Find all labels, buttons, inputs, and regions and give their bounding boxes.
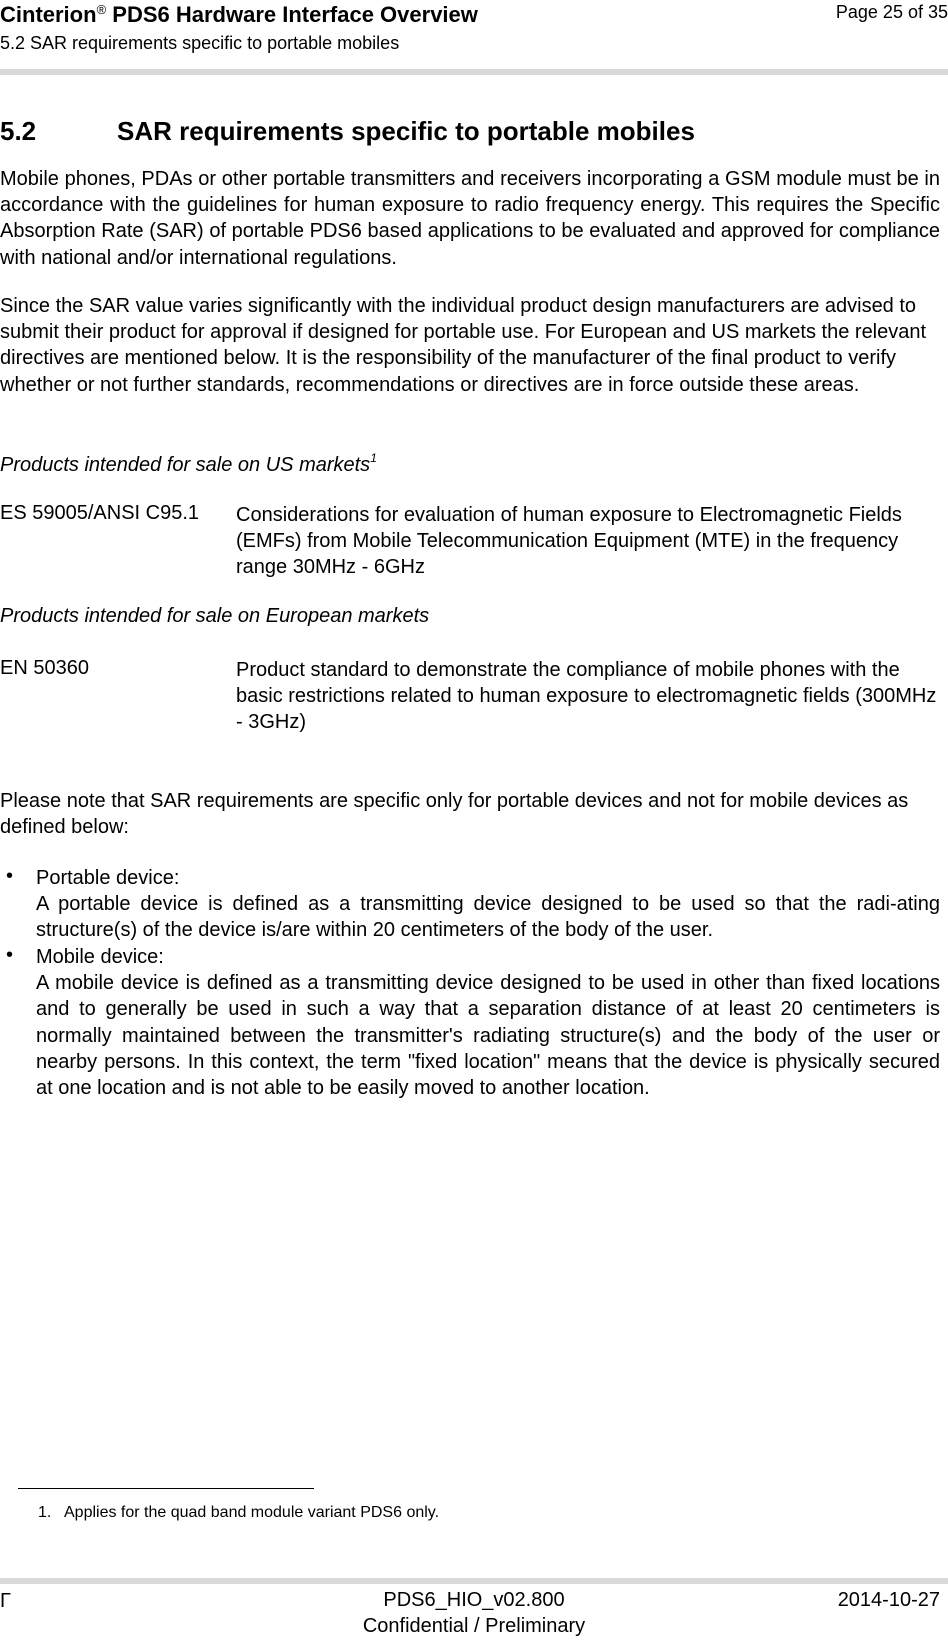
section-title: SAR requirements specific to portable mobiles (117, 116, 695, 146)
bullet-title: Portable device: (36, 867, 180, 889)
us-standard-term: ES 59005/ANSI C95.1 (0, 502, 200, 524)
us-markets-heading: Products intended for sale on US markets$^1$ (0, 451, 377, 476)
header-divider (0, 69, 948, 75)
us-standard-definition: Considerations for evaluation of human exposure to Electromagnetic Fields (EMFs) from Mobile Telecommunication Equipment (MTE) in the frequency range 30MHz - 6GHz (236, 504, 902, 578)
registered-mark: ® (96, 2, 107, 17)
intro-paragraph: Mobile phones, PDAs or other portable transmitters and receivers incorporating a GSM module must be in accordance with the guidelines for human exposure to radio frequency energy. This requires the Specific Absorption Rate (SAR) of portable PDS6 based applications to be evaluated and approved for compliance with national and/or international regulations. (0, 168, 940, 269)
footer-doc-id: PDS6_HIO_v02.800 (383, 1589, 565, 1611)
mobile-device-definition (36, 944, 940, 1101)
bullet-title: Mobile device: (36, 946, 164, 968)
footer-divider (0, 1578, 948, 1584)
brand-name: Cinterion (0, 2, 97, 27)
footer-date: 2014-10-27 (837, 1589, 940, 1611)
portable-device-definition (36, 865, 940, 944)
footnote-text: Applies for the quad band module variant PDS6 only. (64, 1504, 440, 1521)
footnote-ref: 1 (370, 451, 377, 465)
section-number: 5.2 (0, 116, 37, 146)
document-title (0, 2, 478, 28)
bullet-text: A mobile device is defined as a transmitting device designed to be used in other than fixed locations and to generally be used in such a way that a separation distance of at least 20 centimeters is normally maintained between the transmitter's radiating structure(s) and the body of the user or nearby persons. In this context, the term "fixed location" means that the device is physically secured at one location and is not able to be easily moved to another location. (36, 972, 940, 1100)
footnote (38, 1504, 439, 1522)
document-title-rest: PDS6 Hardware Interface Overview (106, 2, 478, 27)
eu-markets-heading: Products intended for sale on European markets (0, 605, 430, 627)
note-paragraph: Please note that SAR requirements are specific only for portable devices and not for mobile devices as defined below: (0, 790, 909, 839)
footer-classification: Confidential / Preliminary (362, 1615, 586, 1637)
sar-value-paragraph: Since the SAR value varies significantly with the individual product design manufacturers are advised to submit their product for approval if designed for portable use. For European and US markets the relevant directives are mentioned below. It is the responsibility of the manufacturer of the final product to verify whether or not further standards, recommendations or directives are in force outside these areas. (0, 295, 927, 396)
footer-symbol: Γ (0, 1590, 12, 1612)
footnote-rule (18, 1488, 314, 1489)
page-number: Page 25 of 35 (835, 2, 948, 22)
footnote-number: 1. (38, 1504, 52, 1521)
bullet-marker: • (6, 865, 14, 887)
bullet-marker: • (6, 944, 14, 966)
eu-standard-term: EN 50360 (0, 657, 89, 679)
running-subtitle: 5.2 SAR requirements specific to portable mobiles (0, 33, 400, 53)
bullet-text: A portable device is defined as a transmitting device designed to be used so that the radi-ating structure(s) of the device is/are within 20 centimeters of the body of the user. (36, 893, 940, 942)
eu-standard-definition: Product standard to demonstrate the compliance of mobile phones with the basic restrictions related to human exposure to electromagnetic fields (300MHz - 3GHz) (236, 659, 937, 733)
